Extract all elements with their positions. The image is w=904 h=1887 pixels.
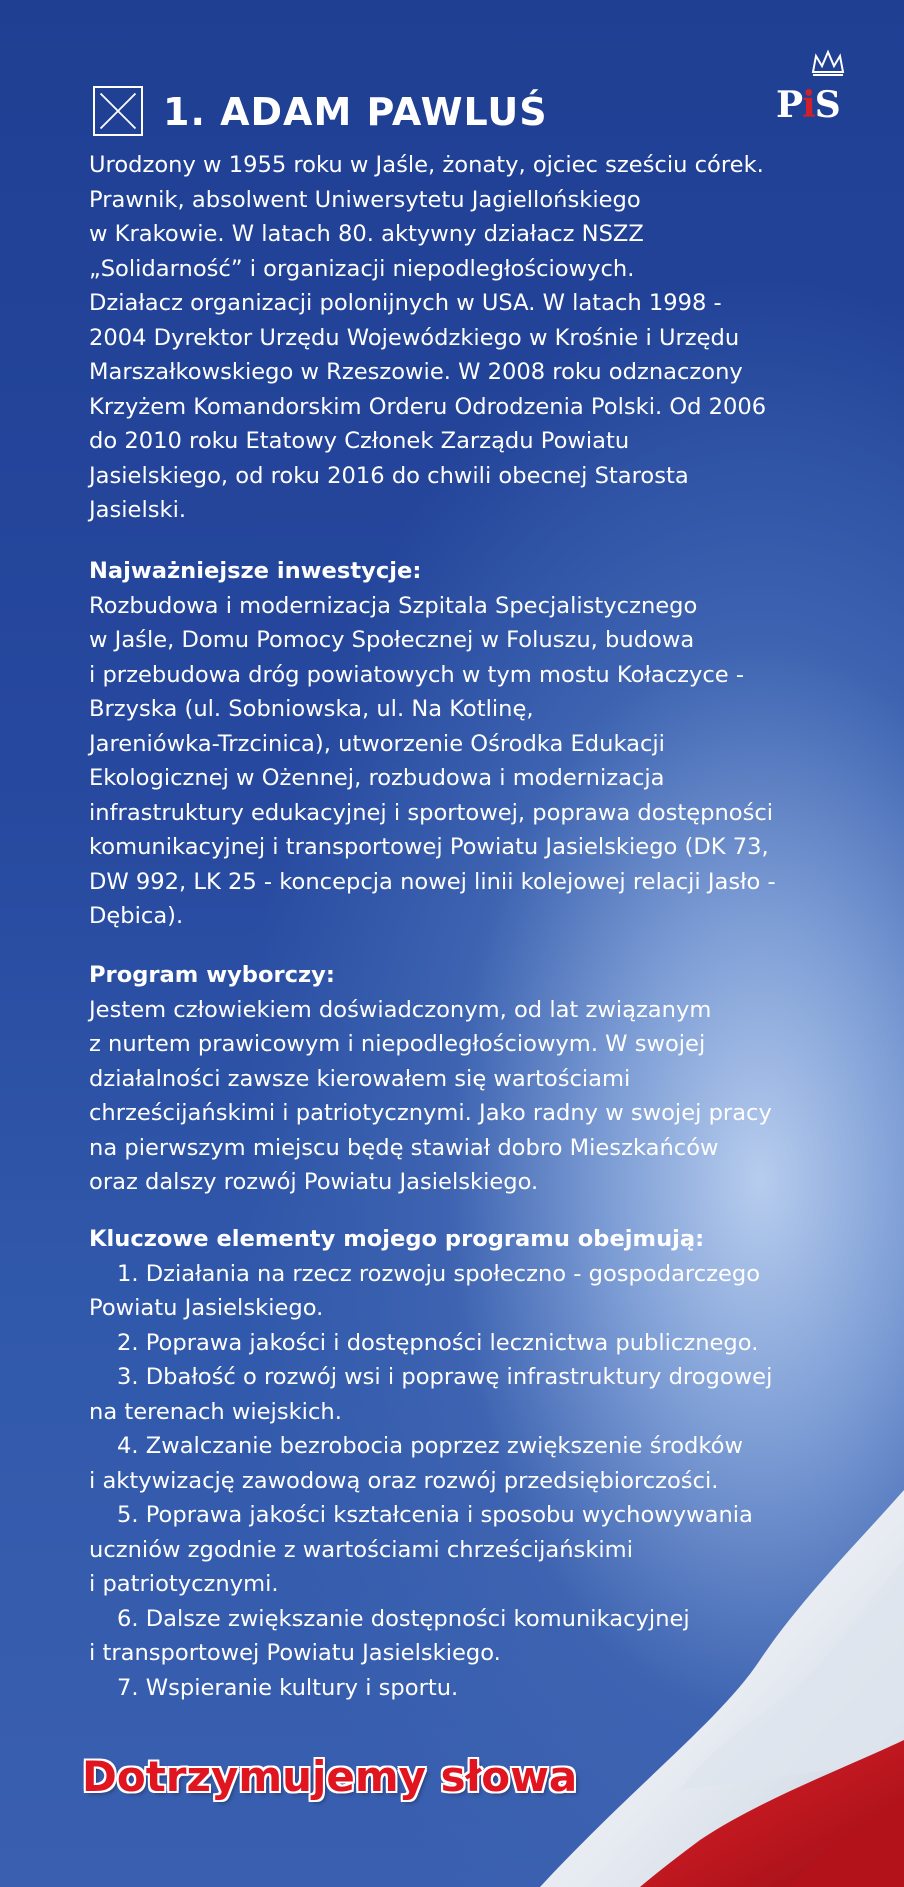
program-line: oraz dalszy rozwój Powiatu Jasielskiego. [89,1169,539,1195]
logo-letter-p: P [776,84,803,126]
pis-logo [772,48,862,130]
key-element-line: uczniów zgodnie z wartościami chrześcijańskimi [89,1536,633,1563]
key-element-line: 4. Zwalczanie bezrobocia poprzez zwiększenie środków [117,1433,743,1459]
investments-line: komunikacyjnej i transportowej Powiatu Jasielskiego (DK 73, [89,834,769,860]
investments-line: Ekologicznej w Ożennej, rozbudowa i modernizacja [89,765,665,791]
key-element-line: i aktywizację zawodową oraz rozwój przedsiębiorczości. [89,1467,719,1494]
candidate-title: 1. ADAM PAWLUŚ [163,90,548,134]
bio-line: Marszałkowskiego w Rzeszowie. W 2008 roku odznaczony [89,359,743,385]
program-heading: Program wyborczy: [89,962,335,988]
investments-line: Dębica). [89,903,184,929]
investments-line: w Jaśle, Domu Pomocy Społecznej w Foluszu, budowa [89,627,695,653]
bio-line: w Krakowie. W latach 80. aktywny działacz NSZZ [89,221,644,247]
header [89,78,849,142]
bio-line: Urodzony w 1955 roku w Jaśle, żonaty, ojciec sześciu córek. [89,152,764,178]
bio-line: 2004 Dyrektor Urzędu Wojewódzkiego w Krośnie i Urzędu [89,324,740,351]
key-element-line: 6. Dalsze zwiększanie dostępności komunikacyjnej [117,1605,690,1632]
pis-logo-text [776,84,840,126]
program-line: działalności zawsze kierowałem się wartościami [89,1065,631,1092]
program-line: Jestem człowiekiem doświadczonym, od lat związanym [89,996,712,1023]
key-element-line: 1. Działania na rzecz rozwoju społeczno - gospodarczego [117,1260,761,1287]
logo-letter-s: S [814,84,840,126]
key-element-line: na terenach wiejskich. [89,1398,342,1425]
bio-line: Prawnik, absolwent Uniwersytetu Jagiellońskiego [89,186,641,213]
investments-line: i przebudowa dróg powiatowych w tym mostu Kołaczyce - [89,661,745,688]
bio-line: „Solidarność” i organizacji niepodległościowych. [89,255,635,282]
ballot-x-box-icon [93,86,143,136]
investments-heading: Najważniejsze inwestycje: [89,558,422,584]
key-element-line: 3. Dbałość o rozwój wsi i poprawę infrastruktury drogowej [117,1364,773,1390]
investments-section [89,554,849,934]
bio-line: Działacz organizacji polonijnych w USA. W latach 1998 - [89,290,722,316]
investments-line: Brzyska (ul. Sobniowska, ul. Na Kotlinę, [89,696,534,722]
program-line: z nurtem prawicowym i niepodległościowym. W swojej [89,1031,706,1057]
investments-line: Rozbudowa i modernizacja Szpitala Specjalistycznego [89,592,698,619]
bio-section [89,148,849,528]
bio-line: Jasielski. [89,497,187,523]
key-elements-heading: Kluczowe elementy mojego programu obejmują: [89,1226,705,1252]
slogan: Dotrzymujemy słowa [82,1752,578,1801]
key-element-line: i patriotycznymi. [89,1571,279,1597]
program-line: na pierwszym miejscu będę stawiał dobro Mieszkańców [89,1134,719,1161]
key-element-line: 7. Wspieranie kultury i sportu. [117,1674,459,1701]
key-element-line: Powiatu Jasielskiego. [89,1295,324,1321]
crown-icon [810,48,846,78]
key-element-line: i transportowej Powiatu Jasielskiego. [89,1640,501,1666]
bio-line: do 2010 roku Etatowy Członek Zarządu Powiatu [89,428,630,454]
program-line: chrześcijańskimi i patriotycznymi. Jako radny w swojej pracy [89,1100,772,1126]
program-section [89,958,849,1200]
investments-line: Jareniówka-Trzcinica), utworzenie Ośrodka Edukacji [89,730,665,757]
key-element-line: 2. Poprawa jakości i dostępności lecznictwa publicznego. [117,1329,759,1356]
bio-line: Jasielskiego, od roku 2016 do chwili obecnej Starosta [89,462,689,489]
investments-line: infrastruktury edukacyjnej i sportowej, poprawa dostępności [89,799,774,826]
logo-letter-i: i [802,84,815,126]
key-elements-section [89,1222,849,1705]
bio-line: Krzyżem Komandorskim Orderu Odrodzenia Polski. Od 2006 [89,393,767,420]
investments-line: DW 992, LK 25 - koncepcja nowej linii kolejowej relacji Jasło - [89,868,776,895]
key-element-line: 5. Poprawa jakości kształcenia i sposobu wychowywania [117,1502,753,1528]
